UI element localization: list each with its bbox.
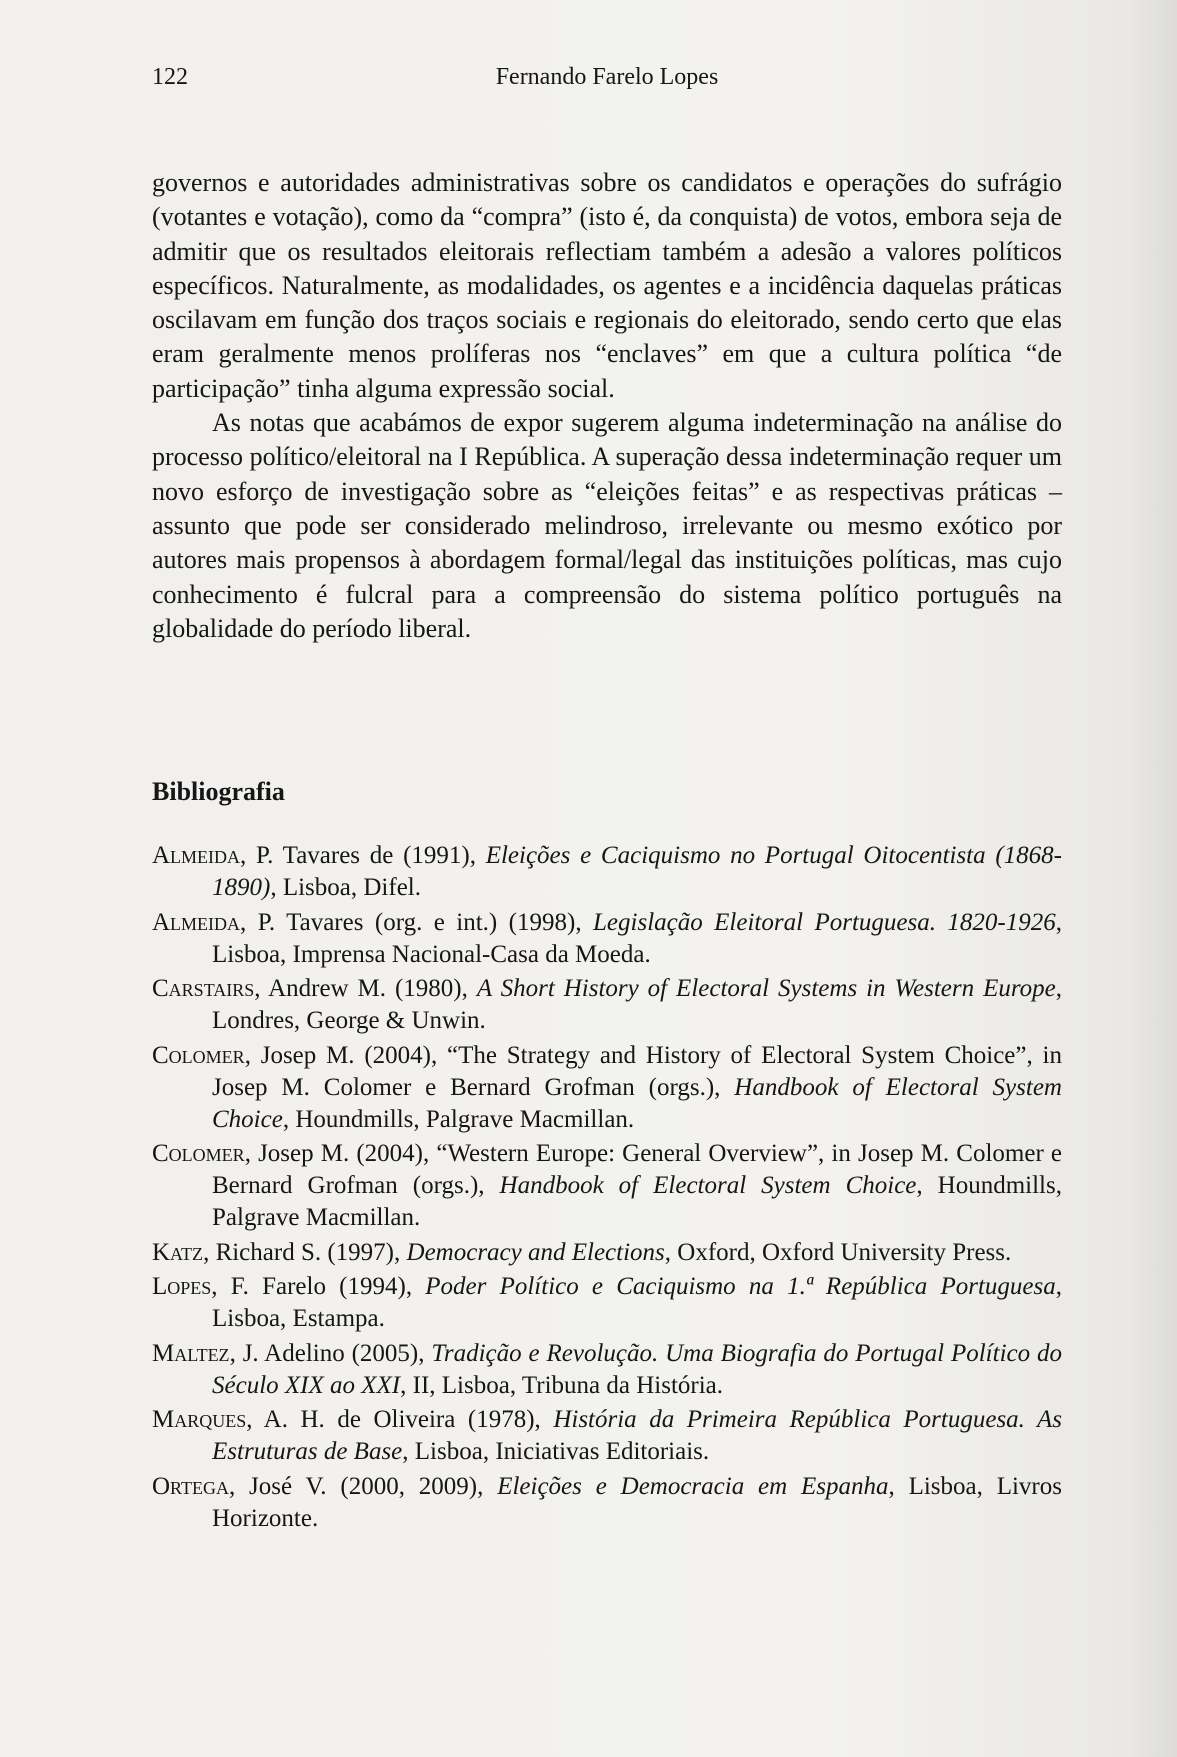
entry-details: , J. Adelino (2005), [229,1339,432,1367]
entry-author: Katz [152,1238,204,1266]
entry-publisher: , Lisboa, Difel. [270,874,421,901]
entry-author: Marques [152,1406,247,1433]
bibliography-entry [152,1338,1062,1402]
entry-title: Eleições e Democracia em Espanha [497,1472,889,1500]
entry-publisher: , Houndmills, Palgrave Macmillan. [212,1172,1062,1231]
entry-details: , Josep M. (2004), “Western Europe: General Overview”, in Josep M. Colomer e Bernard Grofman (orgs.), [212,1140,1062,1199]
entry-details: , Andrew M. (1980), [254,975,477,1002]
entry-publisher: , Lisboa, Livros Horizonte. [212,1472,1062,1532]
bibliography-list [152,840,1062,1537]
entry-title: A Short History of Electoral Systems in Western Europe [476,975,1056,1002]
entry-author: Colomer [152,1140,245,1167]
entry-title: Legislação Eleitoral Portuguesa. 1820-1926 [593,908,1056,936]
entry-title: Democracy and Elections [406,1238,665,1266]
entry-author: Colomer [152,1041,245,1069]
entry-title: História da Primeira República Portuguesa. As Estruturas de Base [212,1406,1062,1465]
bibliography-entry [152,1237,1062,1269]
running-head: Fernando Farelo Lopes [495,64,719,90]
entry-details: , P. Tavares (org. e int.) (1998), [240,908,594,936]
entry-publisher: , Oxford, Oxford University Press. [664,1238,1012,1266]
entry-title: Handbook of Electoral System Choice [212,1073,1062,1133]
entry-author: Almeida [152,842,241,869]
bibliography-entry [152,973,1062,1037]
entry-details: , Richard S. (1997), [203,1238,407,1266]
entry-details: , P. Tavares de (1991), [240,842,486,869]
entry-publisher: , Lisboa, Iniciativas Editoriais. [402,1438,710,1465]
bibliography-entry [152,1471,1062,1535]
entry-title: Poder Político e Caciquismo na 1.ª República Portuguesa [425,1273,1056,1300]
bibliography-entry [152,1271,1062,1335]
body-paragraph: As notas que acabámos de expor sugerem alguma indeterminação na análise do processo político/eleitoral na I República. A superação dessa indeterminação requer um novo esforço de investigação sobre as “eleições feitas” e as respectivas práticas – assunto que pode ser considerado melindroso, irrelevante ou mesmo exótico por autores mais propensos à abordagem formal/legal das instituições políticas, mas cujo conhecimento é fulcral para a compreensão do sistema político português na globalidade do período liberal. [152,408,1062,643]
entry-title: Tradição e Revolução. Uma Biografia do Portugal Político do Século XIX ao XXI [212,1339,1062,1399]
entry-publisher: , II, Lisboa, Tribuna da História. [400,1371,724,1399]
entry-title: Handbook of Electoral System Choice [499,1172,917,1199]
entry-details: , José V. (2000, 2009), [228,1472,498,1500]
entry-author: Lopes [152,1273,212,1300]
page-number: 122 [152,64,188,90]
entry-publisher: , Houndmills, Palgrave Macmillan. [282,1105,635,1133]
bibliography-entry [152,1138,1062,1234]
bibliography-entry [152,1404,1062,1468]
entry-details: , F. Farelo (1994), [211,1273,426,1300]
body-paragraph: governos e autoridades administrativas sobre os candidatos e operações do sufrágio (votantes e votação), como da “compra” (isto é, da conquista) de votos, embora seja de admitir que os resultados eleitorais reflectiam também a adesão a valores políticos específicos. Naturalmente, as modalidades, os agentes e a incidência daquelas práticas oscilavam em função dos traços sociais e regionais do eleitorado, sendo certo que elas eram geralmente menos prolíferas nos “enclaves” em que a cultura política “de participação” tinha alguma expressão social. [152,168,1062,403]
bibliography-entry [152,907,1062,971]
bibliography-entry [152,1040,1062,1136]
bibliography-heading: Bibliografia [152,777,285,806]
body-text [152,166,1062,646]
entry-publisher: , Lisboa, Imprensa Nacional-Casa da Moeda. [212,908,1062,968]
entry-publisher: , Lisboa, Estampa. [212,1273,1063,1332]
entry-author: Maltez [152,1339,230,1367]
entry-details: , Josep M. (2004), “The Strategy and History of Electoral System Choice”, in Josep M. Colomer e Bernard Grofman (orgs.), [212,1041,1062,1101]
entry-details: , A. H. de Oliveira (1978), [246,1406,554,1433]
entry-title: Eleições e Caciquismo no Portugal Oitocentista (1868-1890) [212,842,1063,901]
entry-publisher: , Londres, George & Unwin. [212,975,1062,1034]
entry-author: Ortega [152,1472,229,1500]
entry-author: Almeida [152,908,241,936]
entry-author: Carstairs [152,975,255,1002]
bibliography-entry [152,840,1062,904]
